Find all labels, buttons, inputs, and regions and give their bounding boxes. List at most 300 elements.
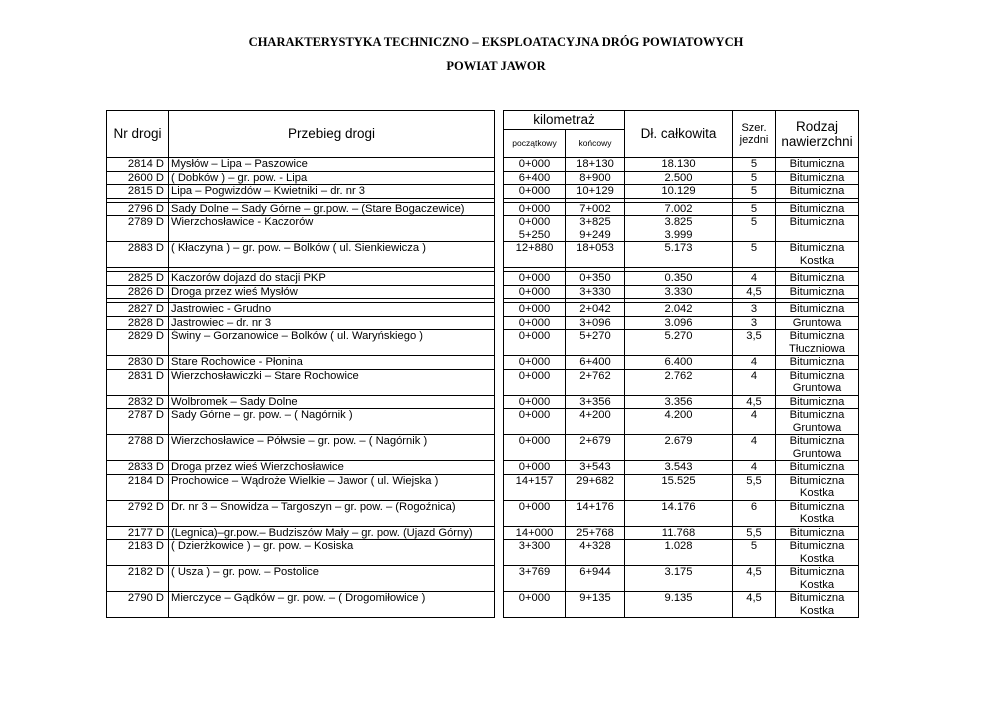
cell-end-line: 5+270	[579, 330, 611, 342]
cell-spacer	[495, 409, 504, 435]
cell-width-line: 4,5	[746, 395, 762, 408]
cell-start-line: 0+000	[518, 461, 551, 473]
cell-spacer	[495, 592, 504, 618]
cell-end-line: 3+543	[579, 461, 611, 473]
cell-end-line: 2+679	[579, 435, 611, 447]
cell-spacer	[495, 202, 504, 216]
cell-end	[566, 592, 625, 618]
cell-nr: 2826 D	[107, 285, 169, 299]
cell-surface	[776, 272, 859, 286]
cell-start	[504, 356, 566, 370]
cell-spacer	[495, 474, 504, 500]
cell-nr: 2792 D	[107, 500, 169, 526]
cell-length	[625, 540, 733, 566]
cell-end-line: 14+176	[576, 500, 614, 513]
cell-end-line: 18+130	[576, 158, 614, 170]
cell-surface-line: Kostka	[799, 552, 835, 565]
cell-end-line: 2+762	[579, 369, 611, 382]
header-przebieg: Przebieg drogi	[169, 111, 495, 158]
cell-end-line: 10+129	[576, 185, 614, 197]
cell-width-line: 4	[750, 461, 758, 473]
cell-width-line: 5	[750, 216, 758, 228]
cell-end-line: 6+400	[579, 356, 611, 368]
cell-length-line: 6.400	[664, 356, 693, 368]
cell-start-line: 12+880	[515, 242, 554, 254]
cell-start-line: 0+000	[518, 316, 551, 329]
cell-end-line: 2+042	[579, 303, 611, 315]
cell-surface	[776, 526, 859, 540]
cell-spacer	[495, 461, 504, 475]
cell-length	[625, 435, 733, 461]
cell-route: ( Dzierżkowice ) – gr. pow. – Kosiska	[169, 540, 495, 566]
cell-surface-line: Bitumiczna	[789, 242, 845, 254]
cell-surface	[776, 285, 859, 299]
cell-route: Mysłów – Lipa – Paszowice	[169, 158, 495, 172]
cell-nr: 2883 D	[107, 242, 169, 268]
cell-surface-line: Gruntowa	[792, 316, 842, 329]
table-row	[107, 242, 859, 268]
table-row	[107, 592, 859, 618]
cell-length-line: 5.270	[664, 330, 693, 342]
cell-route: Jastrowiec – dr. nr 3	[169, 316, 495, 330]
cell-length	[625, 592, 733, 618]
cell-width	[733, 158, 776, 172]
cell-end-line: 25+768	[576, 526, 614, 539]
cell-width-line: 5	[750, 158, 758, 170]
cell-surface-line: Bitumiczna	[789, 461, 845, 473]
cell-end	[566, 500, 625, 526]
cell-start-line: 0+000	[518, 303, 551, 315]
cell-start	[504, 316, 566, 330]
cell-length-line: 3.175	[664, 566, 693, 578]
header-szer-line1: Szer.	[741, 122, 767, 134]
cell-end	[566, 242, 625, 268]
cell-length-line: 4.200	[664, 409, 693, 421]
cell-length	[625, 303, 733, 317]
table-row	[107, 303, 859, 317]
cell-length-line: 2.679	[664, 435, 693, 447]
table-row	[107, 216, 859, 242]
cell-surface-line: Kostka	[799, 604, 835, 617]
table-row	[107, 316, 859, 330]
cell-length-line: 3.999	[664, 228, 693, 241]
cell-surface-line: Bitumiczna	[789, 303, 845, 315]
cell-start-line: 3+300	[518, 540, 551, 552]
cell-width-line: 5	[750, 242, 758, 254]
cell-width-line: 6	[750, 500, 758, 513]
cell-spacer	[495, 216, 504, 242]
cell-nr: 2828 D	[107, 316, 169, 330]
cell-end-line: 29+682	[576, 474, 614, 487]
cell-width	[733, 285, 776, 299]
cell-length	[625, 369, 733, 395]
cell-width-line: 4	[750, 369, 758, 382]
cell-spacer	[495, 435, 504, 461]
cell-route: Sady Dolne – Sady Górne – gr.pow. – (Stare Bogaczewice)	[169, 202, 495, 216]
cell-end	[566, 330, 625, 356]
cell-length	[625, 216, 733, 242]
cell-surface-line: Bitumiczna	[789, 395, 845, 408]
cell-route: Wierzchosławiczki – Stare Rochowice	[169, 369, 495, 395]
cell-start	[504, 435, 566, 461]
header-rodzaj-line1: Rodzaj	[795, 119, 839, 134]
cell-nr: 2177 D	[107, 526, 169, 540]
cell-surface-line: Bitumiczna	[789, 158, 845, 170]
cell-start-line: 0+000	[518, 158, 551, 170]
cell-spacer	[495, 356, 504, 370]
cell-start-line: 0+000	[518, 500, 551, 513]
cell-width-line: 4	[750, 409, 758, 421]
cell-end	[566, 395, 625, 409]
table-row	[107, 330, 859, 356]
table-row	[107, 158, 859, 172]
cell-start	[504, 242, 566, 268]
table-row	[107, 435, 859, 461]
cell-spacer	[495, 526, 504, 540]
cell-length-line: 15.525	[661, 474, 696, 487]
cell-end-line: 7+002	[579, 202, 611, 215]
cell-width-line: 4	[750, 356, 758, 368]
cell-end	[566, 435, 625, 461]
cell-end	[566, 303, 625, 317]
cell-route: ( Kłaczyna ) – gr. pow. – Bolków ( ul. Sienkiewicza )	[169, 242, 495, 268]
header-rodzaj	[776, 111, 859, 158]
cell-start	[504, 303, 566, 317]
cell-length-line: 14.176	[661, 500, 696, 513]
cell-nr: 2788 D	[107, 435, 169, 461]
cell-nr: 2814 D	[107, 158, 169, 172]
cell-start-line: 0+000	[518, 592, 551, 604]
cell-width-line: 4	[750, 435, 758, 447]
cell-end	[566, 461, 625, 475]
cell-length-line: 18.130	[661, 158, 696, 170]
table-row	[107, 540, 859, 566]
cell-end	[566, 409, 625, 435]
cell-surface-line: Bitumiczna	[789, 566, 845, 578]
header-dlugosc: Dł. całkowita	[625, 111, 733, 158]
cell-route: Sady Górne – gr. pow. – ( Nagórnik )	[169, 409, 495, 435]
cell-end-line: 0+350	[579, 272, 611, 284]
cell-start	[504, 272, 566, 286]
cell-length	[625, 185, 733, 199]
cell-surface-line: Bitumiczna	[789, 592, 845, 604]
cell-width	[733, 303, 776, 317]
cell-length	[625, 330, 733, 356]
header-nr: Nr drogi	[107, 111, 169, 158]
cell-surface-line: Bitumiczna	[789, 272, 845, 284]
cell-surface	[776, 316, 859, 330]
cell-length-line: 10.129	[661, 185, 696, 197]
cell-surface	[776, 500, 859, 526]
cell-start	[504, 171, 566, 185]
cell-end	[566, 285, 625, 299]
cell-end	[566, 202, 625, 216]
cell-width	[733, 185, 776, 199]
header-rodzaj-line2: nawierzchni	[781, 134, 853, 149]
cell-surface	[776, 330, 859, 356]
header-szerokosc	[733, 111, 776, 158]
cell-width-line: 4,5	[746, 285, 762, 298]
cell-end-line: 9+249	[579, 228, 611, 241]
cell-surface-line: Bitumiczna	[789, 356, 845, 368]
cell-start	[504, 185, 566, 199]
cell-surface	[776, 592, 859, 618]
cell-route: Droga przez wieś Mysłów	[169, 285, 495, 299]
table-row	[107, 272, 859, 286]
cell-end-line: 3+330	[579, 285, 611, 298]
cell-spacer	[495, 303, 504, 317]
cell-width-line: 4,5	[746, 566, 762, 578]
cell-start	[504, 158, 566, 172]
cell-nr: 2829 D	[107, 330, 169, 356]
cell-nr: 2831 D	[107, 369, 169, 395]
cell-surface	[776, 185, 859, 199]
cell-start-line: 0+000	[518, 285, 551, 298]
cell-spacer	[495, 158, 504, 172]
cell-start	[504, 285, 566, 299]
cell-width-line: 5,5	[746, 526, 762, 539]
cell-start	[504, 409, 566, 435]
cell-surface-line: Bitumiczna	[789, 185, 845, 197]
cell-length	[625, 158, 733, 172]
cell-start-line: 0+000	[518, 395, 551, 408]
cell-surface	[776, 395, 859, 409]
cell-nr: 2183 D	[107, 540, 169, 566]
cell-end-line: 4+328	[579, 540, 611, 552]
cell-surface	[776, 435, 859, 461]
table-row	[107, 500, 859, 526]
cell-end-line: 9+135	[579, 592, 611, 604]
cell-route: ( Usza ) – gr. pow. – Postolice	[169, 566, 495, 592]
cell-route: Wierzchosławice – Półwsie – gr. pow. – ( Nagórnik )	[169, 435, 495, 461]
cell-start-line: 14+000	[515, 526, 554, 539]
cell-nr: 2790 D	[107, 592, 169, 618]
cell-nr: 2184 D	[107, 474, 169, 500]
cell-nr: 2796 D	[107, 202, 169, 216]
cell-end	[566, 526, 625, 540]
cell-start	[504, 526, 566, 540]
cell-end	[566, 272, 625, 286]
cell-route: Kaczorów dojazd do stacji PKP	[169, 272, 495, 286]
cell-end-line: 3+356	[579, 395, 611, 408]
cell-surface-line: Bitumiczna	[789, 285, 845, 298]
cell-spacer	[495, 540, 504, 566]
cell-end	[566, 474, 625, 500]
cell-width	[733, 474, 776, 500]
cell-surface-line: Bitumiczna	[789, 540, 845, 552]
header-kilometraz: kilometraż	[504, 111, 625, 130]
cell-width	[733, 216, 776, 242]
cell-width	[733, 316, 776, 330]
cell-route: Wolbromek – Sady Dolne	[169, 395, 495, 409]
table-row	[107, 461, 859, 475]
table-row	[107, 185, 859, 199]
cell-route: Jastrowiec - Grudno	[169, 303, 495, 317]
cell-width	[733, 540, 776, 566]
cell-length-line: 5.173	[664, 242, 693, 254]
cell-start	[504, 461, 566, 475]
cell-length	[625, 566, 733, 592]
cell-length-line: 2.042	[664, 303, 693, 315]
cell-end	[566, 369, 625, 395]
cell-surface-line: Bitumiczna	[789, 369, 845, 382]
cell-width-line: 5	[750, 185, 758, 197]
cell-surface-line: Tłuczniowa	[789, 342, 845, 355]
cell-route: Mierczyce – Gądków – gr. pow. – ( Drogomiłowice )	[169, 592, 495, 618]
cell-nr: 2815 D	[107, 185, 169, 199]
cell-surface	[776, 369, 859, 395]
cell-start-line: 0+000	[518, 356, 551, 368]
cell-surface-line: Gruntowa	[792, 421, 842, 434]
cell-width	[733, 369, 776, 395]
cell-surface-line: Bitumiczna	[789, 202, 845, 215]
cell-surface-line: Gruntowa	[792, 447, 842, 460]
cell-end	[566, 158, 625, 172]
cell-start	[504, 592, 566, 618]
cell-surface	[776, 171, 859, 185]
cell-length	[625, 409, 733, 435]
cell-start-line: 0+000	[518, 409, 551, 421]
cell-surface	[776, 303, 859, 317]
cell-start	[504, 202, 566, 216]
cell-surface	[776, 474, 859, 500]
cell-spacer	[495, 171, 504, 185]
cell-width	[733, 461, 776, 475]
cell-route: Świny – Gorzanowice – Bolków ( ul. Waryńskiego )	[169, 330, 495, 356]
cell-start-line: 14+157	[515, 474, 554, 487]
cell-spacer	[495, 566, 504, 592]
cell-spacer	[495, 316, 504, 330]
cell-surface	[776, 242, 859, 268]
cell-end	[566, 356, 625, 370]
cell-route: ( Dobków ) – gr. pow. - Lipa	[169, 171, 495, 185]
cell-surface-line: Bitumiczna	[789, 474, 845, 487]
cell-width-line: 5	[750, 202, 758, 215]
cell-start	[504, 395, 566, 409]
cell-nr: 2789 D	[107, 216, 169, 242]
cell-end-line: 8+900	[579, 171, 611, 184]
cell-width	[733, 242, 776, 268]
cell-route: Droga przez wieś Wierzchosławice	[169, 461, 495, 475]
cell-surface	[776, 202, 859, 216]
cell-route: (Legnica)–gr.pow.– Budziszów Mały – gr. pow. (Ujazd Górny)	[169, 526, 495, 540]
cell-length-line: 1.028	[664, 540, 693, 552]
cell-spacer	[495, 500, 504, 526]
cell-length	[625, 272, 733, 286]
cell-route: Wierzchosławice - Kaczorów	[169, 216, 495, 242]
cell-spacer	[495, 185, 504, 199]
cell-width-line: 3,5	[746, 330, 762, 342]
cell-length-line: 7.002	[664, 202, 693, 215]
cell-surface-line: Kostka	[799, 254, 835, 267]
cell-route: Dr. nr 3 – Snowidza – Targoszyn – gr. pow. – (Rogoźnica)	[169, 500, 495, 526]
table-row	[107, 566, 859, 592]
cell-width-line: 3	[750, 316, 758, 329]
cell-length	[625, 500, 733, 526]
cell-width	[733, 202, 776, 216]
cell-end	[566, 185, 625, 199]
table-row	[107, 369, 859, 395]
cell-end-line: 3+096	[579, 316, 611, 329]
table-row	[107, 171, 859, 185]
table-body	[107, 158, 859, 618]
cell-start	[504, 216, 566, 242]
cell-route: Lipa – Pogwizdów – Kwietniki – dr. nr 3	[169, 185, 495, 199]
cell-length	[625, 285, 733, 299]
roads-table	[106, 110, 859, 618]
cell-surface	[776, 158, 859, 172]
table-row	[107, 285, 859, 299]
cell-length	[625, 242, 733, 268]
cell-end-line: 4+200	[579, 409, 611, 421]
cell-length	[625, 356, 733, 370]
cell-nr: 2825 D	[107, 272, 169, 286]
cell-length	[625, 526, 733, 540]
cell-surface-line: Bitumiczna	[789, 409, 845, 421]
cell-length-line: 3.356	[664, 395, 693, 408]
cell-nr: 2600 D	[107, 171, 169, 185]
header-poczatkowy: początkowy	[504, 130, 566, 158]
cell-surface	[776, 216, 859, 242]
cell-start-line: 6+400	[518, 171, 551, 184]
cell-end-line: 6+944	[579, 566, 611, 578]
cell-width-line: 5,5	[746, 474, 762, 487]
cell-length-line: 0.350	[664, 272, 693, 284]
table-row	[107, 356, 859, 370]
cell-surface-line: Gruntowa	[792, 382, 842, 394]
cell-width	[733, 500, 776, 526]
cell-start	[504, 474, 566, 500]
cell-surface-line: Bitumiczna	[789, 500, 845, 513]
cell-start-line: 0+000	[518, 369, 551, 382]
cell-end	[566, 216, 625, 242]
cell-surface	[776, 409, 859, 435]
cell-start-line: 3+769	[518, 566, 551, 578]
cell-width	[733, 171, 776, 185]
cell-route: Prochowice – Wądroże Wielkie – Jawor ( ul. Wiejska )	[169, 474, 495, 500]
cell-start-line: 0+000	[518, 330, 551, 342]
table-row	[107, 409, 859, 435]
cell-width-line: 5	[750, 540, 758, 552]
cell-end	[566, 316, 625, 330]
cell-length-line: 11.768	[661, 526, 696, 539]
cell-start	[504, 566, 566, 592]
cell-spacer	[495, 330, 504, 356]
cell-nr: 2830 D	[107, 356, 169, 370]
cell-surface-line: Bitumiczna	[789, 171, 845, 184]
cell-surface-line: Bitumiczna	[789, 330, 845, 342]
cell-surface	[776, 461, 859, 475]
cell-end-line: 18+053	[576, 242, 614, 254]
cell-width-line: 4,5	[746, 592, 762, 604]
cell-width	[733, 526, 776, 540]
cell-nr: 2787 D	[107, 409, 169, 435]
cell-end	[566, 540, 625, 566]
cell-nr: 2833 D	[107, 461, 169, 475]
cell-surface-line: Bitumiczna	[789, 216, 845, 228]
cell-width	[733, 272, 776, 286]
cell-start	[504, 369, 566, 395]
table-row	[107, 395, 859, 409]
header-koncowy: końcowy	[566, 130, 625, 158]
cell-route: Stare Rochowice - Płonina	[169, 356, 495, 370]
cell-length	[625, 474, 733, 500]
cell-end	[566, 566, 625, 592]
cell-nr: 2827 D	[107, 303, 169, 317]
cell-surface	[776, 566, 859, 592]
cell-width	[733, 566, 776, 592]
table-row	[107, 526, 859, 540]
